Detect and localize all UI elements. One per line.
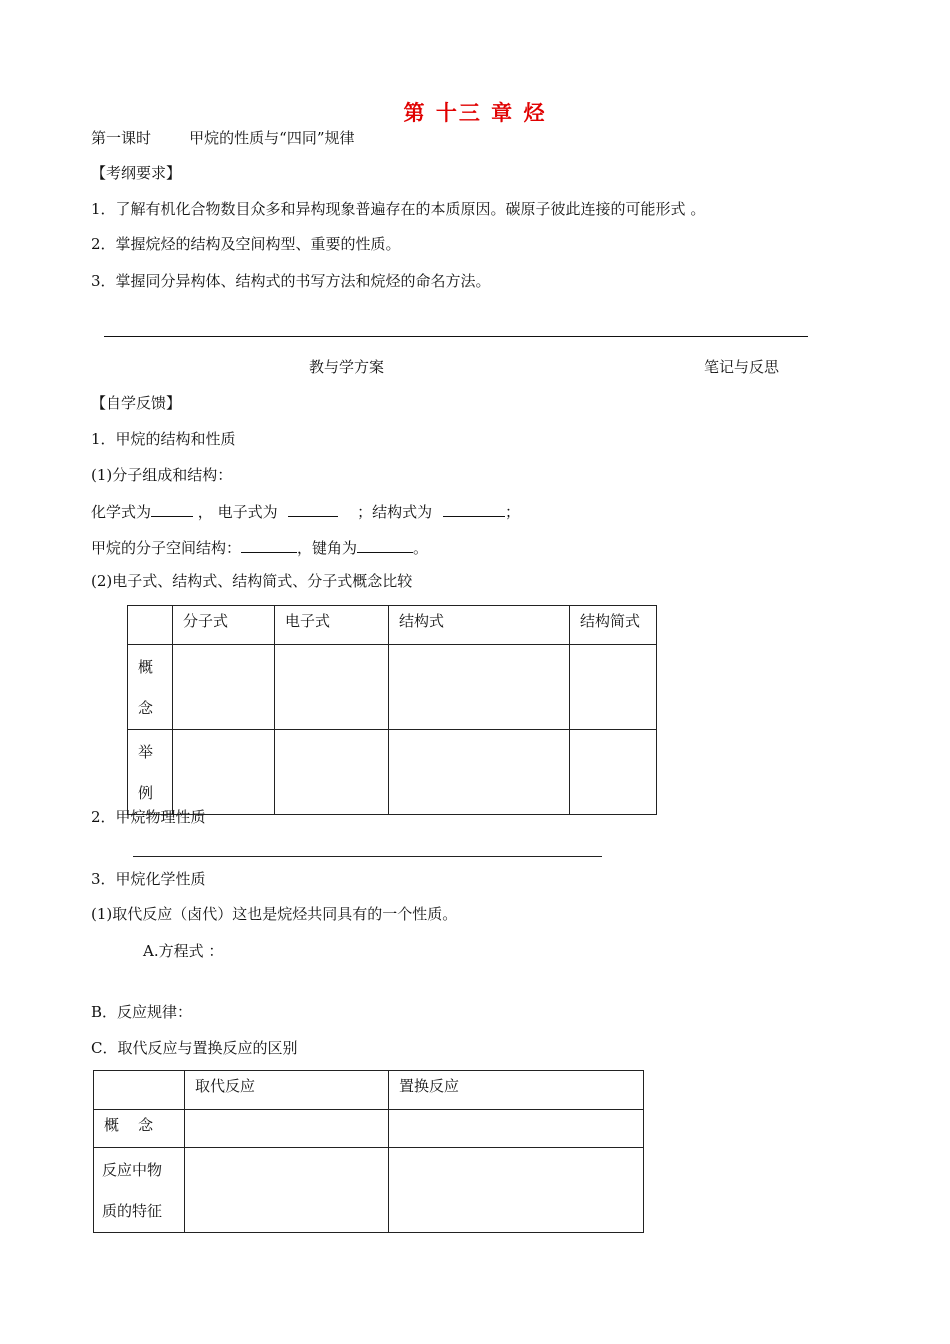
- section-1a-heading: (1)分子组成和结构：: [91, 466, 233, 484]
- table2-cell[interactable]: [185, 1148, 389, 1233]
- table1-cell[interactable]: [389, 645, 570, 730]
- table2-header-substitution: 取代反应: [185, 1071, 389, 1110]
- table2-header-empty: [94, 1071, 185, 1110]
- self-heading: 【自学反馈】: [91, 394, 182, 412]
- exam-item-3: 3．掌握同分异构体、结构式的书写方法和烷烃的命名方法。: [91, 272, 491, 290]
- table1-cell[interactable]: [275, 730, 389, 815]
- table1-cell[interactable]: [173, 645, 275, 730]
- table1-row-example-label: 举 例: [128, 730, 173, 815]
- table2-cell[interactable]: [389, 1148, 644, 1233]
- table1-cell[interactable]: [173, 730, 275, 815]
- angle-blank[interactable]: [357, 537, 413, 553]
- lesson-subtitle: 第一课时 甲烷的性质与“四同”规律: [91, 129, 355, 147]
- angle-label: ，键角为: [297, 539, 358, 557]
- table2-header-displacement: 置换反应: [389, 1071, 644, 1110]
- exam-item-2: 2．掌握烷烃的结构及空间构型、重要的性质。: [91, 235, 401, 253]
- table2-row-feature-label: 反应中物 质的特征: [94, 1148, 185, 1233]
- exam-item-1: 1．了解有机化合物数目众多和异构现象普遍存在的本质原因。碳原子彼此连接的可能形式 。: [91, 200, 706, 218]
- section-3a-heading: (1)取代反应（卤代）这也是烷烃共同具有的一个性质。: [91, 905, 458, 923]
- table2-cell[interactable]: [185, 1110, 389, 1148]
- table1-cell[interactable]: [389, 730, 570, 815]
- space-end: 。: [413, 539, 429, 557]
- table1-header-molecular: 分子式: [173, 606, 275, 645]
- space-label: 甲烷的分子空间结构：: [91, 539, 242, 557]
- structure-label: ；结构式为: [357, 503, 433, 521]
- formula-line: [91, 501, 520, 522]
- table1-header-electron: 电子式: [275, 606, 389, 645]
- structure-blank[interactable]: [443, 501, 505, 517]
- section-1-heading: 1．甲烷的结构和性质: [91, 430, 236, 448]
- column-notes-label: 笔记与反思: [704, 358, 780, 376]
- comparison-heading: C．取代反应与置换反应的区别: [91, 1039, 298, 1057]
- space-line: [91, 537, 428, 558]
- equation-label: A.方程式 ：: [143, 942, 224, 960]
- physical-properties-answer-line[interactable]: [133, 856, 602, 857]
- page-title: 第 十三 章 烃: [403, 101, 547, 125]
- electron-label: ， 电子式为: [197, 503, 278, 521]
- formula-blank[interactable]: [151, 501, 193, 517]
- table1-cell[interactable]: [570, 645, 657, 730]
- section-1b-heading: (2)电子式、结构式、结构简式、分子式概念比较: [91, 572, 413, 590]
- section-2-heading: 2．甲烷物理性质: [91, 808, 206, 826]
- space-blank[interactable]: [241, 537, 297, 553]
- electron-blank[interactable]: [288, 501, 338, 517]
- table2-row-concept-label: 概 念: [94, 1110, 185, 1148]
- section-3-heading: 3．甲烷化学性质: [91, 870, 206, 888]
- reaction-comparison-table: [93, 1070, 644, 1233]
- exam-heading: 【考纲要求】: [91, 164, 182, 182]
- table1-header-simplified: 结构简式: [570, 606, 657, 645]
- table1-row-concept-label: 概 念: [128, 645, 173, 730]
- table2-cell[interactable]: [389, 1110, 644, 1148]
- formula-label: 化学式为: [91, 503, 152, 521]
- table1-cell[interactable]: [275, 645, 389, 730]
- table1-header-empty: [128, 606, 173, 645]
- section-divider: [104, 336, 808, 337]
- column-main-label: 教与学方案: [309, 358, 385, 376]
- reaction-rule-label: B．反应规律：: [91, 1003, 193, 1021]
- concept-comparison-table: [127, 605, 657, 815]
- table1-header-structural: 结构式: [389, 606, 570, 645]
- table1-cell[interactable]: [570, 730, 657, 815]
- formula-end: ；: [504, 503, 520, 521]
